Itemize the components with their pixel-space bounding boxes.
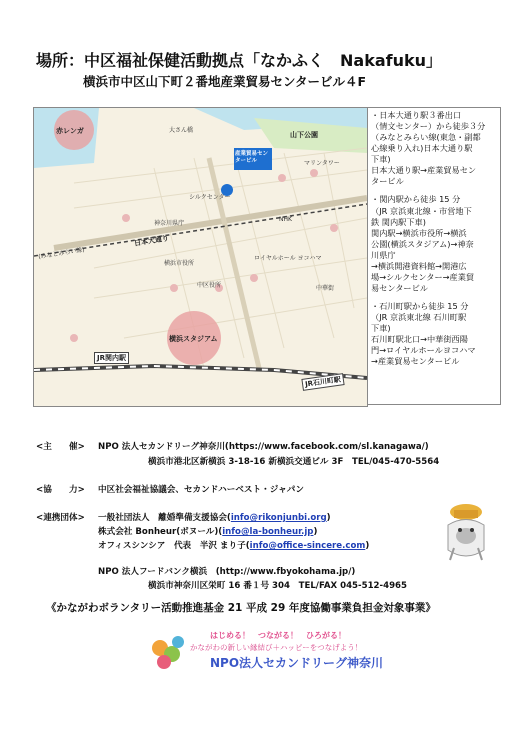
map-label-jr-ishikawacho: JR石川町駅 bbox=[301, 373, 344, 391]
map-label-nihon-odori: 日本大通り bbox=[133, 234, 170, 248]
mascot-graphic bbox=[440, 500, 492, 562]
partner-3: オフィスシンシア 代表 半沢 まり子(info@office-sincere.com) bbox=[98, 541, 370, 551]
map-label-osanbashi: 大さん橋 bbox=[169, 127, 194, 134]
map-label-nhk: NHK bbox=[279, 216, 292, 223]
partner-4: NPO 法人フードバンク横浜 (http://www.fbyokohama.jp/) bbox=[98, 567, 356, 577]
map-label-venue: 産業貿易センタービル bbox=[235, 151, 269, 164]
map-label-shiyakusho: 横浜市役所 bbox=[164, 260, 195, 267]
partner-1-email[interactable]: info@rikonjunbi.org bbox=[230, 513, 327, 523]
partner-4-address: 横浜市神奈川区栄町 16 番１号 304 TEL/FAX 045-512-4965 bbox=[148, 581, 408, 591]
access-kannai: ・関内駅から徒歩 15 分 （JR 京浜東北線・市営地下 鉄 関内駅下車) 関内駅→横浜市役所→横浜 公園(横浜スタジアム)→神奈 川県庁 →横浜開港資料館→開港広 場→シルクセンター→産業貿 易センタービル bbox=[371, 194, 475, 293]
nihon-odori-road bbox=[54, 198, 367, 248]
mascot-illustration bbox=[440, 500, 492, 562]
funding-project: 《かながわボランタリー活動推進基金 21 平成 29 年度協働事業負担金対象事業》 bbox=[46, 602, 436, 614]
organizer-url[interactable]: (https://www.facebook.com/sl.kanagawa/) bbox=[224, 442, 429, 452]
organizer-line bbox=[98, 440, 429, 452]
organizer-label: <主 催> bbox=[36, 442, 85, 452]
map-label-marine-tower: マリンタワー bbox=[304, 160, 340, 167]
page-title: 場所：中区福祉保健活動拠点「なかふく Nakafuku」 bbox=[36, 51, 443, 70]
map-label-chuka: 中華街 bbox=[316, 285, 335, 292]
cooperation-text: 中区社会福祉協議会、セカンドハーベスト・ジャパン bbox=[98, 485, 304, 495]
map-label-akarenga: 赤レンガ bbox=[56, 127, 84, 135]
logo-name: NPO法人セカンドリーグ神奈川 bbox=[210, 656, 384, 670]
organizer-address: 横浜市港北区新横浜 3-18-16 新横浜交通ビル 3F TEL/045-470-5564 bbox=[148, 457, 440, 467]
cooperation-label: <協 力> bbox=[36, 485, 85, 495]
access-ishikawacho: ・石川町駅から徒歩 15 分 （JR 京浜東北線 石川町駅 下車) 石川町駅北口→中華街西陽 門→ロイヤルホールヨコハマ →産業貿易センタービル bbox=[371, 301, 476, 367]
access-directions bbox=[367, 107, 501, 405]
logo-tagline: はじめる！ つながる！ ひろがる！ bbox=[210, 631, 346, 640]
organizer-name: NPO 法人セカンドリーグ神奈川 bbox=[98, 442, 225, 452]
venue-address: 横浜市中区山下町２番地産業貿易センタービル４F bbox=[83, 74, 367, 89]
partner-2-email[interactable]: info@la-bonheur.jp bbox=[222, 527, 314, 537]
partners-label: <連携団体> bbox=[36, 513, 85, 523]
map-label-royal-hall: ロイヤルホール ヨコハマ bbox=[254, 255, 322, 262]
partner-3-email[interactable]: info@office-sincere.com bbox=[249, 541, 366, 551]
logo-subtagline: かながわの新しい縁結び＋ハッピーをつなげよう！ bbox=[190, 643, 363, 652]
access-nihon-odori: ・日本大通り駅３番出口 （情文センター）から徒歩３分 （みなとみらい線(東急・副都 心線乗り入れ)日本大通り駅 下車) 日本大通り駅→産業貿易セン タービル bbox=[371, 110, 486, 187]
map-label-minatomirai: (みなとみらい線) bbox=[37, 246, 86, 261]
map-label-yamashita-park: 山下公園 bbox=[290, 131, 318, 139]
map-label-naka-ward: 中区役所 bbox=[197, 282, 222, 289]
map-label-kenchou: 神奈川県庁 bbox=[154, 220, 185, 227]
access-map bbox=[33, 107, 368, 407]
map-label-silk-center: シルクセンター bbox=[189, 194, 231, 201]
partner-2: 株式会社 Bonheur(ボヌール)(info@la-bonheur.jp) bbox=[98, 527, 318, 537]
map-label-stadium: 横浜スタジアム bbox=[169, 335, 218, 343]
partner-1: 一般社団法人 離婚準備支援協会(info@rikonjunbi.org) bbox=[98, 513, 331, 523]
organization-logo bbox=[150, 628, 384, 674]
map-label-jr-kannai: JR関内駅 bbox=[94, 352, 129, 364]
